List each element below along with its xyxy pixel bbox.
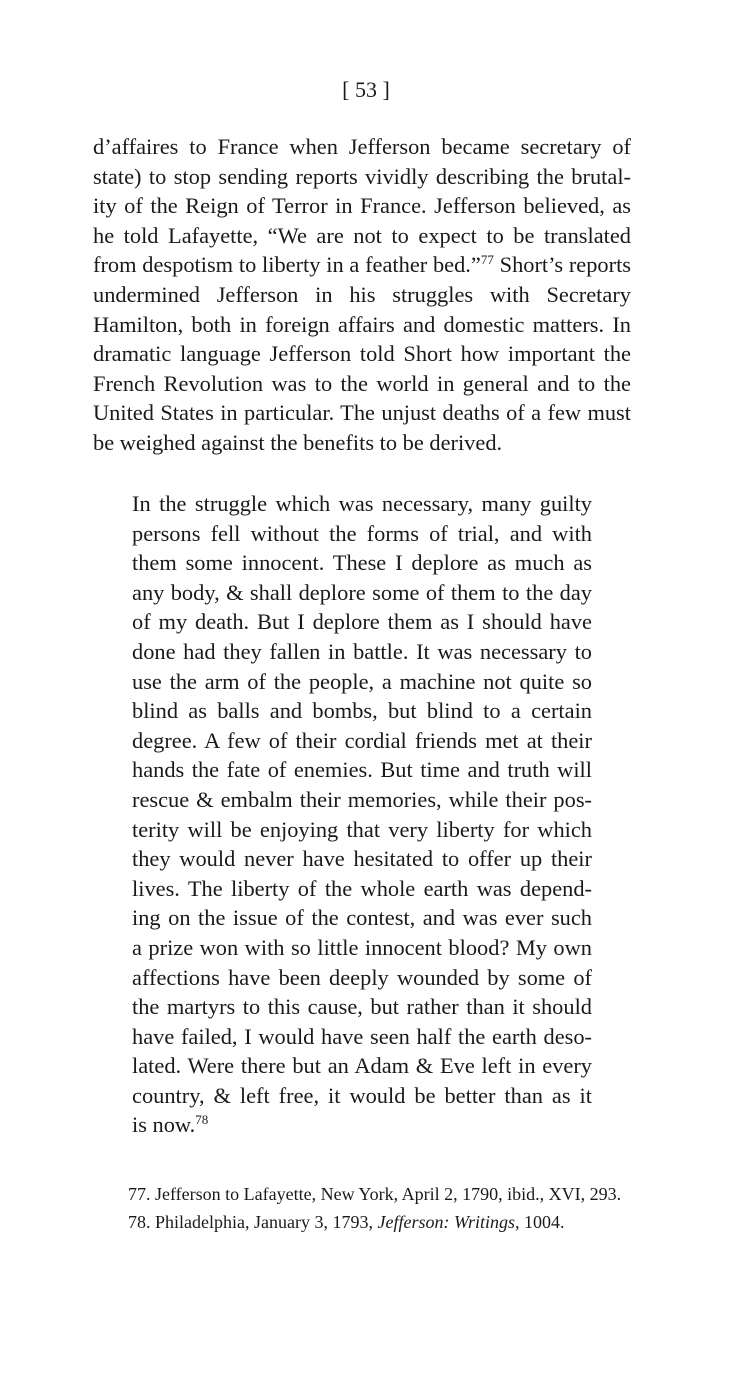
quote-line: ing on the issue of the contest, and was ever such: [132, 905, 592, 931]
body-paragraph: [93, 132, 631, 458]
body-line: Hamilton, both in foreign affairs and domestic matters. In: [93, 311, 631, 337]
body-line: ity of the Reign of Terror in France. Jefferson believed, as: [93, 193, 631, 219]
footnote-77: 77. Jefferson to Lafayette, New York, April 2, 1790, ibid., XVI, 293.: [128, 1184, 622, 1204]
quote-line: have failed, I would have seen half the earth deso-: [132, 1023, 592, 1049]
quote-line: persons fell without the forms of trial, and with: [132, 520, 592, 546]
footnote-78-suffix: , 1004.: [514, 1212, 565, 1232]
body-line-text: from despotism to liberty in a feather bed.”: [93, 252, 481, 278]
quote-line: rescue & embalm their memories, while their pos-: [132, 786, 592, 812]
quote-line: [132, 1110, 592, 1140]
footnote-ref-77: 77: [480, 252, 494, 268]
body-line: state) to stop sending reports vividly describing the brutal-: [93, 163, 631, 189]
quote-line: of my death. But I deplore them as I should have: [132, 609, 592, 635]
quote-line: blind as balls and bombs, but blind to a certain: [132, 698, 592, 724]
body-line: be weighed against the benefits to be derived.: [93, 429, 503, 455]
body-line: French Revolution was to the world in general and to the: [93, 370, 631, 396]
quote-line: use the arm of the people, a machine not quite so: [132, 668, 592, 694]
quote-line: a prize won with so little innocent blood? My own: [132, 934, 592, 960]
quote-line: they would never have hesitated to offer up their: [132, 846, 592, 872]
body-line: dramatic language Jefferson told Short how important the: [93, 341, 631, 367]
quote-line: them some innocent. These I deplore as much as: [132, 550, 592, 576]
quote-line-text: is now.: [132, 1112, 196, 1138]
quote-line: lives. The liberty of the whole earth was depend-: [132, 875, 592, 901]
quote-line: degree. A few of their cordial friends met at their: [132, 727, 592, 753]
quote-line: any body, & shall deplore some of them to the day: [132, 579, 592, 605]
body-line: d’affaires to France when Jefferson became secretary of: [93, 134, 631, 159]
block-quote: [132, 489, 592, 1140]
body-line: undermined Jefferson in his struggles with Secretary: [93, 281, 631, 307]
footnote-78-title: Jefferson: Writings: [377, 1212, 515, 1232]
quote-line: terity will be enjoying that very liberty for which: [132, 816, 592, 842]
quote-line: country, & left free, it would be better than as it: [132, 1082, 592, 1108]
body-line: United States in particular. The unjust deaths of a few must: [93, 400, 631, 426]
quote-line: In the struggle which was necessary, many guilty: [132, 491, 592, 516]
quote-line: hands the fate of enemies. But time and truth will: [132, 757, 592, 783]
footnote-78-prefix: 78. Philadelphia, January 3, 1793,: [128, 1212, 378, 1232]
quote-line: lated. Were there but an Adam & Eve left in every: [132, 1053, 592, 1079]
body-line-text: Short’s reports: [493, 252, 632, 278]
body-line: he told Lafayette, “We are not to expect to be translated: [93, 222, 631, 248]
body-line: [93, 250, 631, 280]
quote-line: done had they fallen in battle. It was necessary to: [132, 638, 592, 664]
page-number: [ 53 ]: [342, 77, 390, 102]
quote-line: the martyrs to this cause, but rather than it should: [132, 994, 592, 1020]
footnote-78: [128, 1208, 638, 1236]
footnotes: [128, 1180, 638, 1236]
footnote-ref-78: 78: [195, 1112, 209, 1128]
quote-line: affections have been deeply wounded by some of: [132, 964, 592, 990]
